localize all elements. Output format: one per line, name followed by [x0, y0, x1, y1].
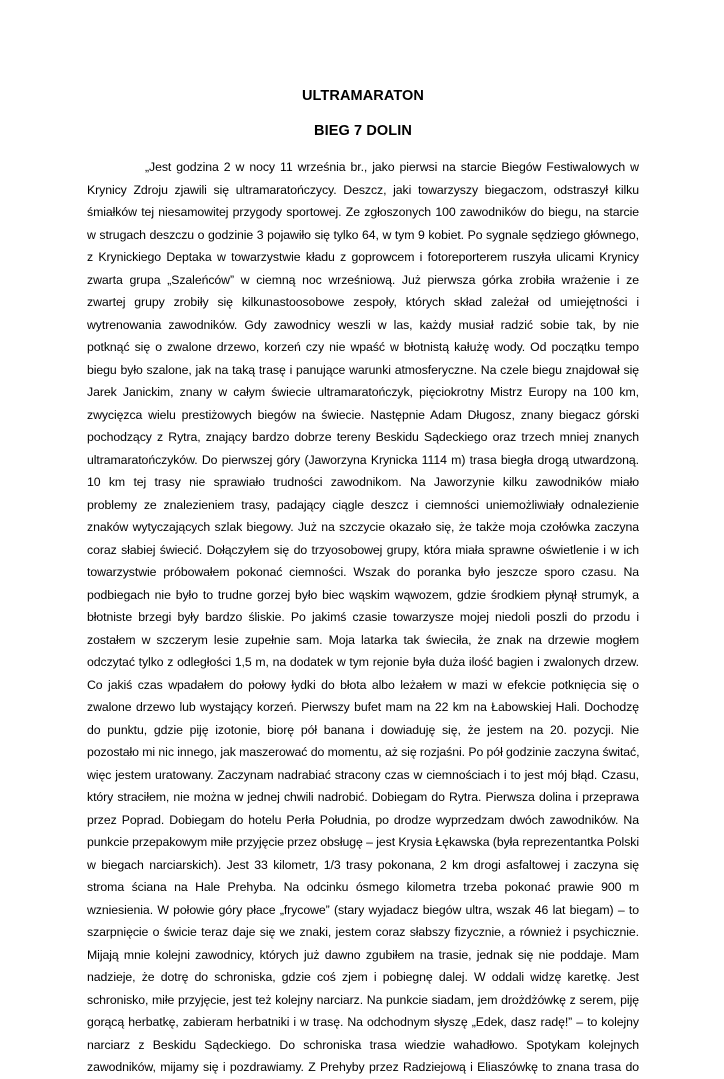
- text-line: który straciłem, nie można w jednej chwili nadrobić. Dobiegam do Rytra. Pierwsza dolina i przeprawa: [87, 790, 639, 804]
- text-line: pochodzący z Rytra, znający bardzo dobrze tereny Beskidu Sądeckiego oraz trzech mniej znanych: [87, 430, 639, 444]
- text-line: podbiegach nie było to trudne gorzej było biec wąskim wąwozem, gdzie środkiem płynął strumyk, a: [87, 587, 639, 602]
- text-line: wzniesienia. W połowie góry płace „frycowe” (stary wyjadacz biegów ultra, wszak 46 lat biegam) – to: [87, 902, 639, 917]
- body-paragraph: [87, 156, 639, 1079]
- text-line: do punktu, gdzie piję izotonie, biorę pół banana i dowiaduję się, że jestem na 20. pozycji. Nie: [87, 722, 639, 737]
- text-line: Jarek Janickim, znany w całym świecie ultramaratończyk, pięciokrotny Mistrz Europy na 100 km,: [87, 385, 639, 399]
- text-line: błotniste brzegi były bardzo śliskie. Po jakimś czasie towarzysze mojej niedoli poszli do przodu i: [87, 610, 639, 624]
- text-line: szarpnięcie o świcie teraz daje się we znaki, jestem coraz słabszy fizycznie, a również i psychicznie.: [87, 925, 639, 939]
- text-line: coraz słabiej świecić. Dołączyłem się do trzyosobowej grupy, która miała sprawne oświetlenie i w ich: [87, 542, 639, 557]
- text-line: w strugach deszczu o godzinie 3 pojawiło się tylko 64, w tym 9 kobiet. Po sygnale sędziego głównego,: [87, 227, 639, 242]
- document-subtitle: BIEG 7 DOLIN: [314, 123, 412, 139]
- text-line: śmiałków tej niesamowitej przygody sportowej. Ze zgłoszonych 100 zawodników do biegu, na starcie: [87, 205, 639, 219]
- text-line: zostałem w szczerym lesie zupełnie sam. Moja latarka tak świeciła, że znak na drzewie mogłem: [87, 632, 639, 647]
- text-line: problemy ze znalezieniem trasy, padający ciągle deszcz i ciemności uniemożliwiały odnalezienie: [87, 497, 639, 512]
- text-line: zwycięzca wielu prestiżowych biegów na świecie. Następnie Adam Długosz, znany biegacz górski: [87, 407, 639, 422]
- text-line: więc jestem uratowany. Zaczynam nadrabiać stracony czas w ciemnościach i to jest mój błąd. Czasu,: [87, 767, 639, 782]
- document-page: [87, 0, 639, 1074]
- text-line: schronisko, miłe przyjęcie, jest też kolejny narciarz. Na punkcie siadam, jem drożdżówkę z serem, piję: [87, 992, 639, 1007]
- text-line: pozostało mi nic innego, jak maszerować do momentu, aż się rozjaśni. Po pół godzinie zaczyna świtać,: [87, 745, 639, 759]
- text-line: „Jest godzina 2 w nocy 11 września br., jako pierwsi na starcie Biegów Festiwalowych w: [145, 160, 639, 174]
- text-line: znaków wytyczających szlak biegowy. Już na szczycie okazało się, że także moja czołówka zaczyna: [87, 520, 639, 534]
- text-line: towarzystwie próbowałem pokonać ciemności. Wszak do poranka było jeszcze sporo czasu. Na: [87, 565, 639, 579]
- text-line: przez Poprad. Dobiegam do hotelu Perła Południa, po drodze wyprzedzam dwóch zawodników. Na: [87, 812, 639, 827]
- text-line: zwarta grupa „Szaleńców” w ciemną noc wrześniową. Już pierwsza górka zrobiła wrażenie i ze: [87, 272, 639, 287]
- text-line: odczytać tylko z odległości 1,5 m, na dodatek w tym rejonie była duża ilość bagien i zwalonych drzew.: [87, 655, 639, 669]
- text-line: biegu było szalone, jak na taką trasę i panujące warunki atmosferyczne. Na czele biegu znajdował się: [87, 362, 639, 377]
- text-line: nadzieje, że dotrę do schroniska, gdzie coś zjem i pobiegnę dalej. W oddali widzę karetkę. Jest: [87, 970, 639, 984]
- text-line: z Krynickiego Deptaka w towarzystwie kładu z goprowcem i fotoreporterem ruszyła ulicami Krynicy: [87, 250, 639, 264]
- document-title: ULTRAMARATON: [301, 88, 424, 104]
- text-line: zwalone drzewo lub wystający korzeń. Pierwszy bufet mam na 22 km na Łabowskiej Hali. Dochodzę: [87, 700, 639, 714]
- text-line: punkcie przepakowym miłe przyjęcie przez obsługę – jest Krysia Łękawska (była reprezentantka Polski: [87, 835, 639, 849]
- text-line: Co jakiś czas wpadałem do połowy łydki do błota albo leżałem w mazi w efekcie potknięcia się o: [87, 677, 639, 692]
- text-line: stroma ściana na Hale Prehyba. Na odcinku ósmego kilometra trzeba pokonać prawie 900 m: [87, 880, 639, 894]
- text-line: gorącą herbatkę, zabieram herbatniki i w trasę. Na odchodnym słyszę „Edek, dasz radę!” – to kolejny: [87, 1015, 639, 1029]
- text-line: Mijają mnie kolejni zawodnicy, których już dawno zgubiłem na trasie, jednak się nie poddaje. Mam: [87, 947, 639, 962]
- text-line: zwartej grupy zrobiły się kilkunastoosobowe zespoły, których skład zależał od umiejętności i: [87, 295, 639, 309]
- text-line: Krynicy Zdroju zjawili się ultramaratończycy. Deszcz, jaki towarzyszy biegaczom, odstraszył kilku: [87, 182, 639, 197]
- text-line: 10 km tej trasy nie sprawiało trudności zawodnikom. Na Jaworzynie kilku zawodników miało: [87, 475, 639, 489]
- text-line: narciarz z Beskidu Sądeckiego. Do schroniska trasa wiedzie wahadłowo. Spotykam kolejnych: [87, 1037, 639, 1052]
- text-line: potknąć się o zwalone drzewo, korzeń czy nie wpaść w błotnistą kałużę wody. Od początku tempo: [87, 340, 639, 354]
- text-line: w biegach narciarskich). Jest 33 kilometr, 1/3 trasy pokonana, 2 km drogi asfaltowej i zaczyna się: [87, 857, 639, 872]
- text-line: ultramaratończyków. Do pierwszej góry (Jaworzyna Krynicka 1114 m) trasa biegła drogą utwardzoną.: [87, 452, 639, 467]
- text-line: zawodników, mijamy się i pozdrawiamy. Z Prehyby przez Radziejową i Eliaszówkę to znana trasa do: [87, 1060, 639, 1074]
- text-line: wytrenowania zawodników. Gdy zawodnicy weszli w las, każdy musiał radzić sobie tak, by nie: [87, 317, 639, 332]
